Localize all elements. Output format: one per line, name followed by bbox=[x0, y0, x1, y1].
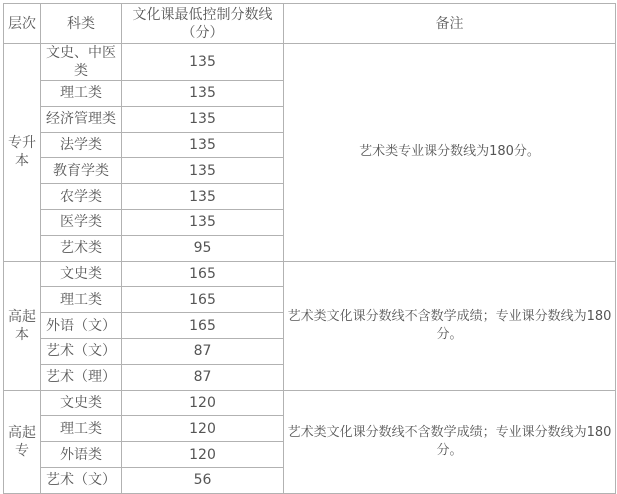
category-cell: 农学类 bbox=[41, 184, 122, 210]
category-cell: 文史类 bbox=[41, 390, 122, 416]
score-cell: 165 bbox=[122, 313, 284, 339]
table-row bbox=[4, 390, 616, 416]
score-cell: 120 bbox=[122, 442, 284, 468]
header-score-line: 文化课最低控制分数线（分） bbox=[122, 4, 284, 44]
category-cell: 理工类 bbox=[41, 416, 122, 442]
table-body bbox=[4, 44, 616, 494]
score-line-table bbox=[3, 3, 616, 494]
score-cell: 135 bbox=[122, 184, 284, 210]
level-cell: 高起专 bbox=[4, 390, 41, 493]
category-cell: 艺术（理） bbox=[41, 364, 122, 390]
header-category: 科类 bbox=[41, 4, 122, 44]
category-cell: 医学类 bbox=[41, 209, 122, 235]
category-cell: 艺术（文） bbox=[41, 338, 122, 364]
score-cell: 56 bbox=[122, 467, 284, 493]
score-cell: 87 bbox=[122, 364, 284, 390]
score-cell: 95 bbox=[122, 235, 284, 261]
category-cell: 外语（文） bbox=[41, 313, 122, 339]
score-cell: 165 bbox=[122, 287, 284, 313]
score-cell: 135 bbox=[122, 81, 284, 107]
category-cell: 艺术（文） bbox=[41, 467, 122, 493]
category-cell: 文史类 bbox=[41, 261, 122, 287]
score-cell: 135 bbox=[122, 158, 284, 184]
category-cell: 教育学类 bbox=[41, 158, 122, 184]
category-cell: 文史、中医类 bbox=[41, 44, 122, 81]
category-cell: 理工类 bbox=[41, 81, 122, 107]
score-cell: 135 bbox=[122, 132, 284, 158]
category-cell: 理工类 bbox=[41, 287, 122, 313]
score-cell: 135 bbox=[122, 106, 284, 132]
score-cell: 120 bbox=[122, 390, 284, 416]
category-cell: 法学类 bbox=[41, 132, 122, 158]
remark-cell: 艺术类专业课分数线为180分。 bbox=[284, 44, 616, 262]
header-level: 层次 bbox=[4, 4, 41, 44]
score-cell: 135 bbox=[122, 44, 284, 81]
remark-cell: 艺术类文化课分数线不含数学成绩；专业课分数线为180分。 bbox=[284, 390, 616, 493]
score-cell: 165 bbox=[122, 261, 284, 287]
score-cell: 135 bbox=[122, 209, 284, 235]
table-row bbox=[4, 44, 616, 81]
table-header-row bbox=[4, 4, 616, 44]
table-row bbox=[4, 261, 616, 287]
category-cell: 外语类 bbox=[41, 442, 122, 468]
level-cell: 高起本 bbox=[4, 261, 41, 390]
category-cell: 艺术类 bbox=[41, 235, 122, 261]
remark-cell: 艺术类文化课分数线不含数学成绩；专业课分数线为180分。 bbox=[284, 261, 616, 390]
score-cell: 87 bbox=[122, 338, 284, 364]
score-cell: 120 bbox=[122, 416, 284, 442]
header-remark: 备注 bbox=[284, 4, 616, 44]
category-cell: 经济管理类 bbox=[41, 106, 122, 132]
level-cell: 专升本 bbox=[4, 44, 41, 262]
